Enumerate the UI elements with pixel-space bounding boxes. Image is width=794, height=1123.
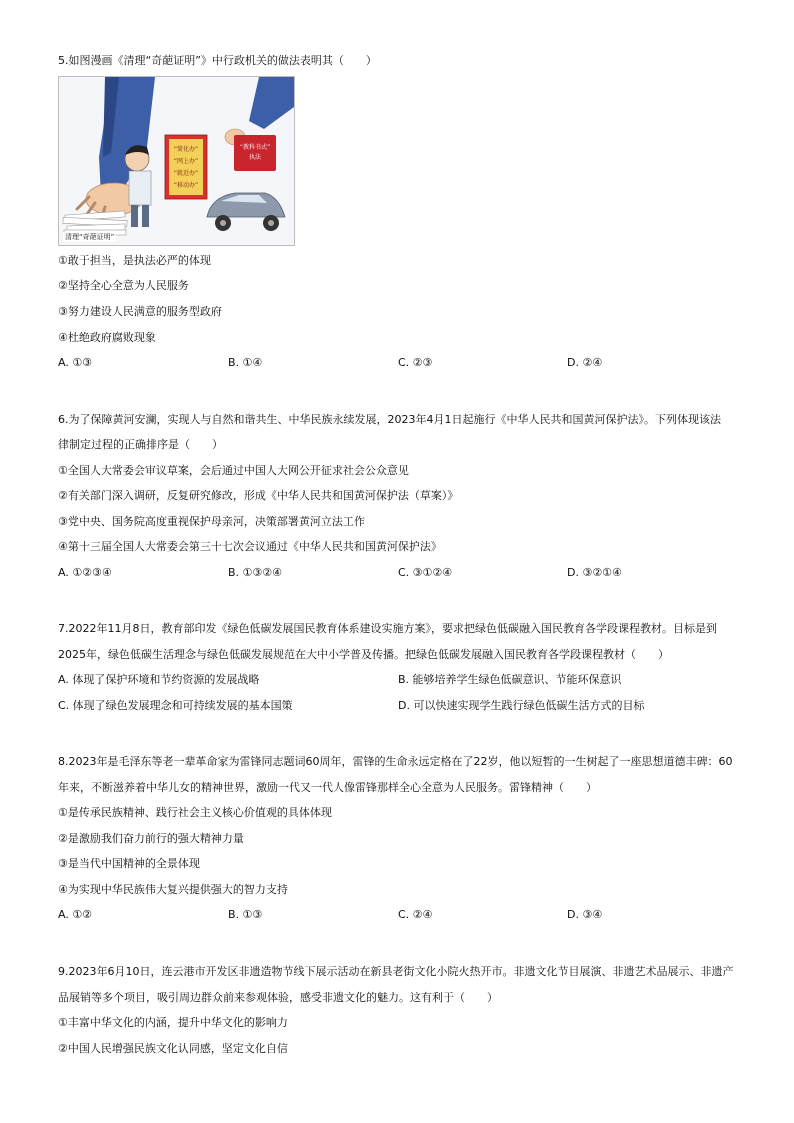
q5-cartoon-caption: 清理“奇葩证明” [65, 233, 115, 241]
q5-stem: 5.如图漫画《清理“奇葩证明”》中行政机关的做法表明其（ ） [58, 54, 377, 67]
q5-statement-4: ④杜绝政府腐败现象 [58, 331, 156, 344]
q8-statement-1: ①是传承民族精神、践行社会主义核心价值观的具体体现 [58, 806, 332, 819]
q5-book-line-2: “网上办” [173, 158, 199, 165]
q7-option-a[interactable]: A. 体现了保护环境和节约资源的发展战略 [58, 673, 260, 686]
q7-stem-line-1: 7.2022年11月8日，教育部印发《绿色低碳发展国民教育体系建设实施方案》，要求把绿色低碳融入国民教育各学段课程教材。目标是到 [58, 622, 717, 635]
q8-statement-4: ④为实现中华民族伟大复兴提供强大的智力支持 [58, 883, 288, 896]
q7-option-b[interactable]: B. 能够培养学生绿色低碳意识、节能环保意识 [398, 673, 622, 686]
q5-book-line-4: “移动办” [173, 182, 199, 189]
q5-cartoon-image [58, 76, 295, 246]
q6-option-d[interactable]: D. ③②①④ [567, 566, 622, 579]
q5-sign-line-2: 执法 [248, 154, 262, 161]
q8-option-c[interactable]: C. ②④ [398, 908, 433, 921]
q7-option-d[interactable]: D. 可以快速实现学生践行绿色低碳生活方式的目标 [398, 699, 645, 712]
q5-option-c[interactable]: C. ②③ [398, 356, 433, 369]
q8-statement-3: ③是当代中国精神的全景体现 [58, 857, 200, 870]
q5-option-a[interactable]: A. ①③ [58, 356, 93, 369]
q9-statement-2: ②中国人民增强民族文化认同感，坚定文化自信 [58, 1042, 288, 1055]
q6-stem-line-1: 6.为了保障黄河安澜，实现人与自然和谐共生、中华民族永续发展，2023年4月1日起施行《中华人民共和国黄河保护法》。下列体现该法 [58, 413, 721, 426]
q8-option-a[interactable]: A. ①② [58, 908, 93, 921]
q5-option-d[interactable]: D. ②④ [567, 356, 603, 369]
q8-statement-2: ②是激励我们奋力前行的强大精神力量 [58, 832, 244, 845]
q9-stem-line-1: 9.2023年6月10日，连云港市开发区非遗造物节线下展示活动在新县老街文化小院火热开市。非遗文化节目展演、非遗艺术品展示、非遗产 [58, 965, 734, 978]
q6-statement-3: ③党中央、国务院高度重视保护母亲河，决策部署黄河立法工作 [58, 515, 365, 528]
q7-option-c[interactable]: C. 体现了绿色发展理念和可持续发展的基本国策 [58, 699, 293, 712]
q8-option-b[interactable]: B. ①③ [228, 908, 263, 921]
q5-book-line-3: “就近办” [173, 170, 199, 177]
q5-statement-2: ②坚持全心全意为人民服务 [58, 279, 189, 292]
q6-statement-4: ④第十三届全国人大常委会第三十七次会议通过《中华人民共和国黄河保护法》 [58, 540, 442, 553]
q6-statement-1: ①全国人大常委会审议草案，会后通过中国人大网公开征求社会公众意见 [58, 464, 409, 477]
q6-option-c[interactable]: C. ③①②④ [398, 566, 453, 579]
q6-stem-line-2: 律制定过程的正确排序是（ ） [58, 438, 223, 451]
q5-book-line-1: “简化办” [173, 146, 199, 153]
q8-stem-line-1: 8.2023年是毛泽东等老一辈革命家为雷锋同志题词60周年，雷锋的生命永远定格在了22岁，他以短暂的一生树起了一座思想道德丰碑：60 [58, 755, 733, 768]
q9-stem-line-2: 品展销等多个项目，吸引周边群众前来参观体验，感受非遗文化的魅力。这有利于（ ） [58, 991, 498, 1004]
q8-option-d[interactable]: D. ③④ [567, 908, 603, 921]
q5-statement-1: ①敢于担当，是执法必严的体现 [58, 254, 211, 267]
q5-statement-3: ③努力建设人民满意的服务型政府 [58, 305, 222, 318]
q9-statement-1: ①丰富中华文化的内涵，提升中华文化的影响力 [58, 1016, 288, 1029]
q6-option-b[interactable]: B. ①③②④ [228, 566, 282, 579]
q7-stem-line-2: 2025年，绿色低碳生活理念与绿色低碳发展规范在大中小学普及传播。把绿色低碳发展融入国民教育各学段课程教材（ ） [58, 648, 669, 661]
q8-stem-line-2: 年来，不断滋养着中华儿女的精神世界，激励一代又一代人像雷锋那样全心全意为人民服务。雷锋精神（ ） [58, 781, 597, 794]
q6-option-a[interactable]: A. ①②③④ [58, 566, 112, 579]
q5-option-b[interactable]: B. ①④ [228, 356, 263, 369]
q6-statement-2: ②有关部门深入调研，反复研究修改，形成《中华人民共和国黄河保护法（草案）》 [58, 489, 459, 502]
q5-sign-line-1: “教科书式” [239, 144, 271, 151]
